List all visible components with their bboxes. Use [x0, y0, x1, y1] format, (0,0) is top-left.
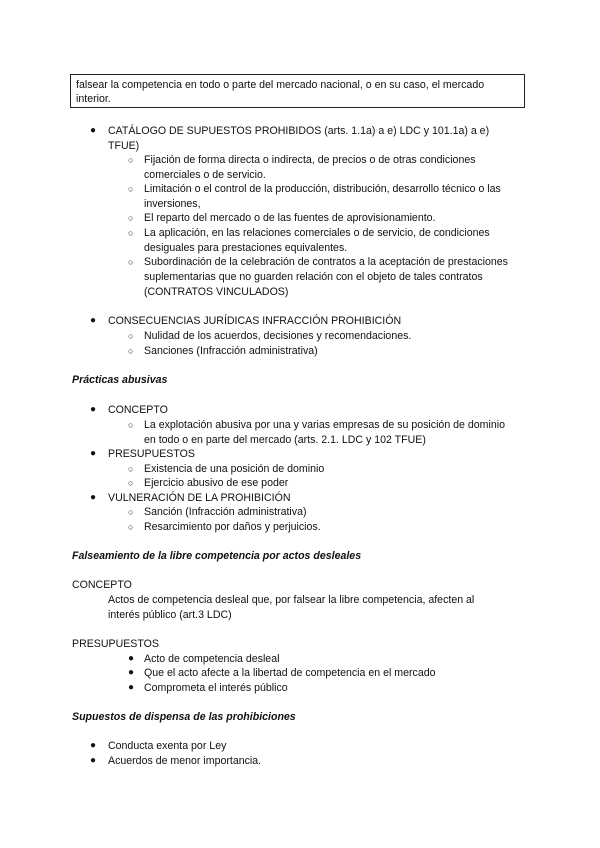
list-item: Acuerdos de menor importancia.	[108, 755, 262, 767]
bullet-dot-icon: ●	[128, 682, 135, 693]
list-item: Subordinación de la celebración de contratos a la aceptación de prestaciones	[144, 256, 508, 268]
bullet-circle-icon: ○	[128, 331, 134, 341]
section-heading-falseamiento: Falseamiento de la libre competencia por actos desleales	[72, 550, 362, 562]
catalogo-heading-line1: CATÁLOGO DE SUPUESTOS PROHIBIDOS (arts. 1.1a) a e) LDC y 101.1a) a e)	[108, 125, 490, 137]
bullet-circle-icon: ○	[128, 346, 134, 356]
list-item: Acto de competencia desleal	[144, 653, 280, 665]
section-heading-dispensa: Supuestos de dispensa de las prohibiciones	[72, 711, 296, 723]
list-item: La explotación abusiva por una y varias empresas de su posición de dominio	[144, 419, 505, 431]
bullet-circle-icon: ○	[128, 155, 134, 165]
bullet-circle-icon: ○	[128, 257, 134, 267]
catalogo-heading-line2: TFUE)	[108, 140, 140, 152]
list-item-cont: (CONTRATOS VINCULADOS)	[144, 286, 289, 298]
concepto-text-line2: interés público (art.3 LDC)	[108, 609, 232, 621]
list-item: Ejercicio abusivo de ese poder	[144, 477, 289, 489]
boxed-text: falsear la competencia en todo o parte del mercado nacional, o en su caso, el mercado interior.	[70, 74, 525, 108]
list-item: Conducta exenta por Ley	[108, 740, 227, 752]
bullet-circle-icon: ○	[128, 478, 134, 488]
concepto-label: CONCEPTO	[72, 579, 132, 591]
list-item: Existencia de una posición de dominio	[144, 463, 325, 475]
concepto-text-line1: Actos de competencia desleal que, por falsear la libre competencia, afecten al	[108, 594, 475, 606]
presupuestos-label: PRESUPUESTOS	[108, 448, 195, 460]
bullet-circle-icon: ○	[128, 507, 134, 517]
vulneracion-label: VULNERACIÓN DE LA PROHIBICIÓN	[108, 492, 291, 504]
list-item: Comprometa el interés público	[144, 682, 288, 694]
list-item: El reparto del mercado o de las fuentes de aprovisionamiento.	[144, 212, 436, 224]
list-item: Sanciones (Infracción administrativa)	[144, 345, 318, 357]
presupuestos-label: PRESUPUESTOS	[72, 638, 159, 650]
bullet-dot-icon: ●	[90, 740, 97, 751]
list-item: Resarcimiento por daños y perjuicios.	[144, 521, 321, 533]
bullet-dot-icon: ●	[128, 653, 135, 664]
bullet-dot-icon: ●	[90, 404, 97, 415]
list-item-cont: inversiones,	[144, 198, 201, 210]
bullet-dot-icon: ●	[90, 755, 97, 766]
bullet-dot-icon: ●	[90, 125, 97, 136]
bullet-dot-icon: ●	[90, 448, 97, 459]
list-item-cont: desiguales para prestaciones equivalentes.	[144, 242, 348, 254]
concepto-label: CONCEPTO	[108, 404, 168, 416]
list-item-cont: suplementarias que no guarden relación con el objeto de tales contratos	[144, 271, 483, 283]
consecuencias-heading: CONSECUENCIAS JURÍDICAS INFRACCIÓN PROHIBICIÓN	[108, 315, 402, 327]
list-item: Fijación de forma directa o indirecta, de precios o de otras condiciones	[144, 154, 476, 166]
list-item: Que el acto afecte a la libertad de competencia en el mercado	[144, 667, 436, 679]
bullet-circle-icon: ○	[128, 420, 134, 430]
bullet-circle-icon: ○	[128, 184, 134, 194]
section-heading-practicas: Prácticas abusivas	[72, 374, 168, 386]
bullet-circle-icon: ○	[128, 213, 134, 223]
list-item: La aplicación, en las relaciones comerciales o de servicio, de condiciones	[144, 227, 490, 239]
bullet-circle-icon: ○	[128, 522, 134, 532]
bullet-dot-icon: ●	[128, 667, 135, 678]
bullet-circle-icon: ○	[128, 464, 134, 474]
bullet-dot-icon: ●	[90, 315, 97, 326]
list-item: Nulidad de los acuerdos, decisiones y recomendaciones.	[144, 330, 412, 342]
list-item-cont: en todo o en parte del mercado (arts. 2.1. LDC y 102 TFUE)	[144, 434, 426, 446]
list-item: Sanción (Infracción administrativa)	[144, 506, 307, 518]
list-item-cont: comerciales o de servicio.	[144, 169, 266, 181]
bullet-circle-icon: ○	[128, 228, 134, 238]
bullet-dot-icon: ●	[90, 492, 97, 503]
list-item: Limitación o el control de la producción, distribución, desarrollo técnico o las	[144, 183, 501, 195]
